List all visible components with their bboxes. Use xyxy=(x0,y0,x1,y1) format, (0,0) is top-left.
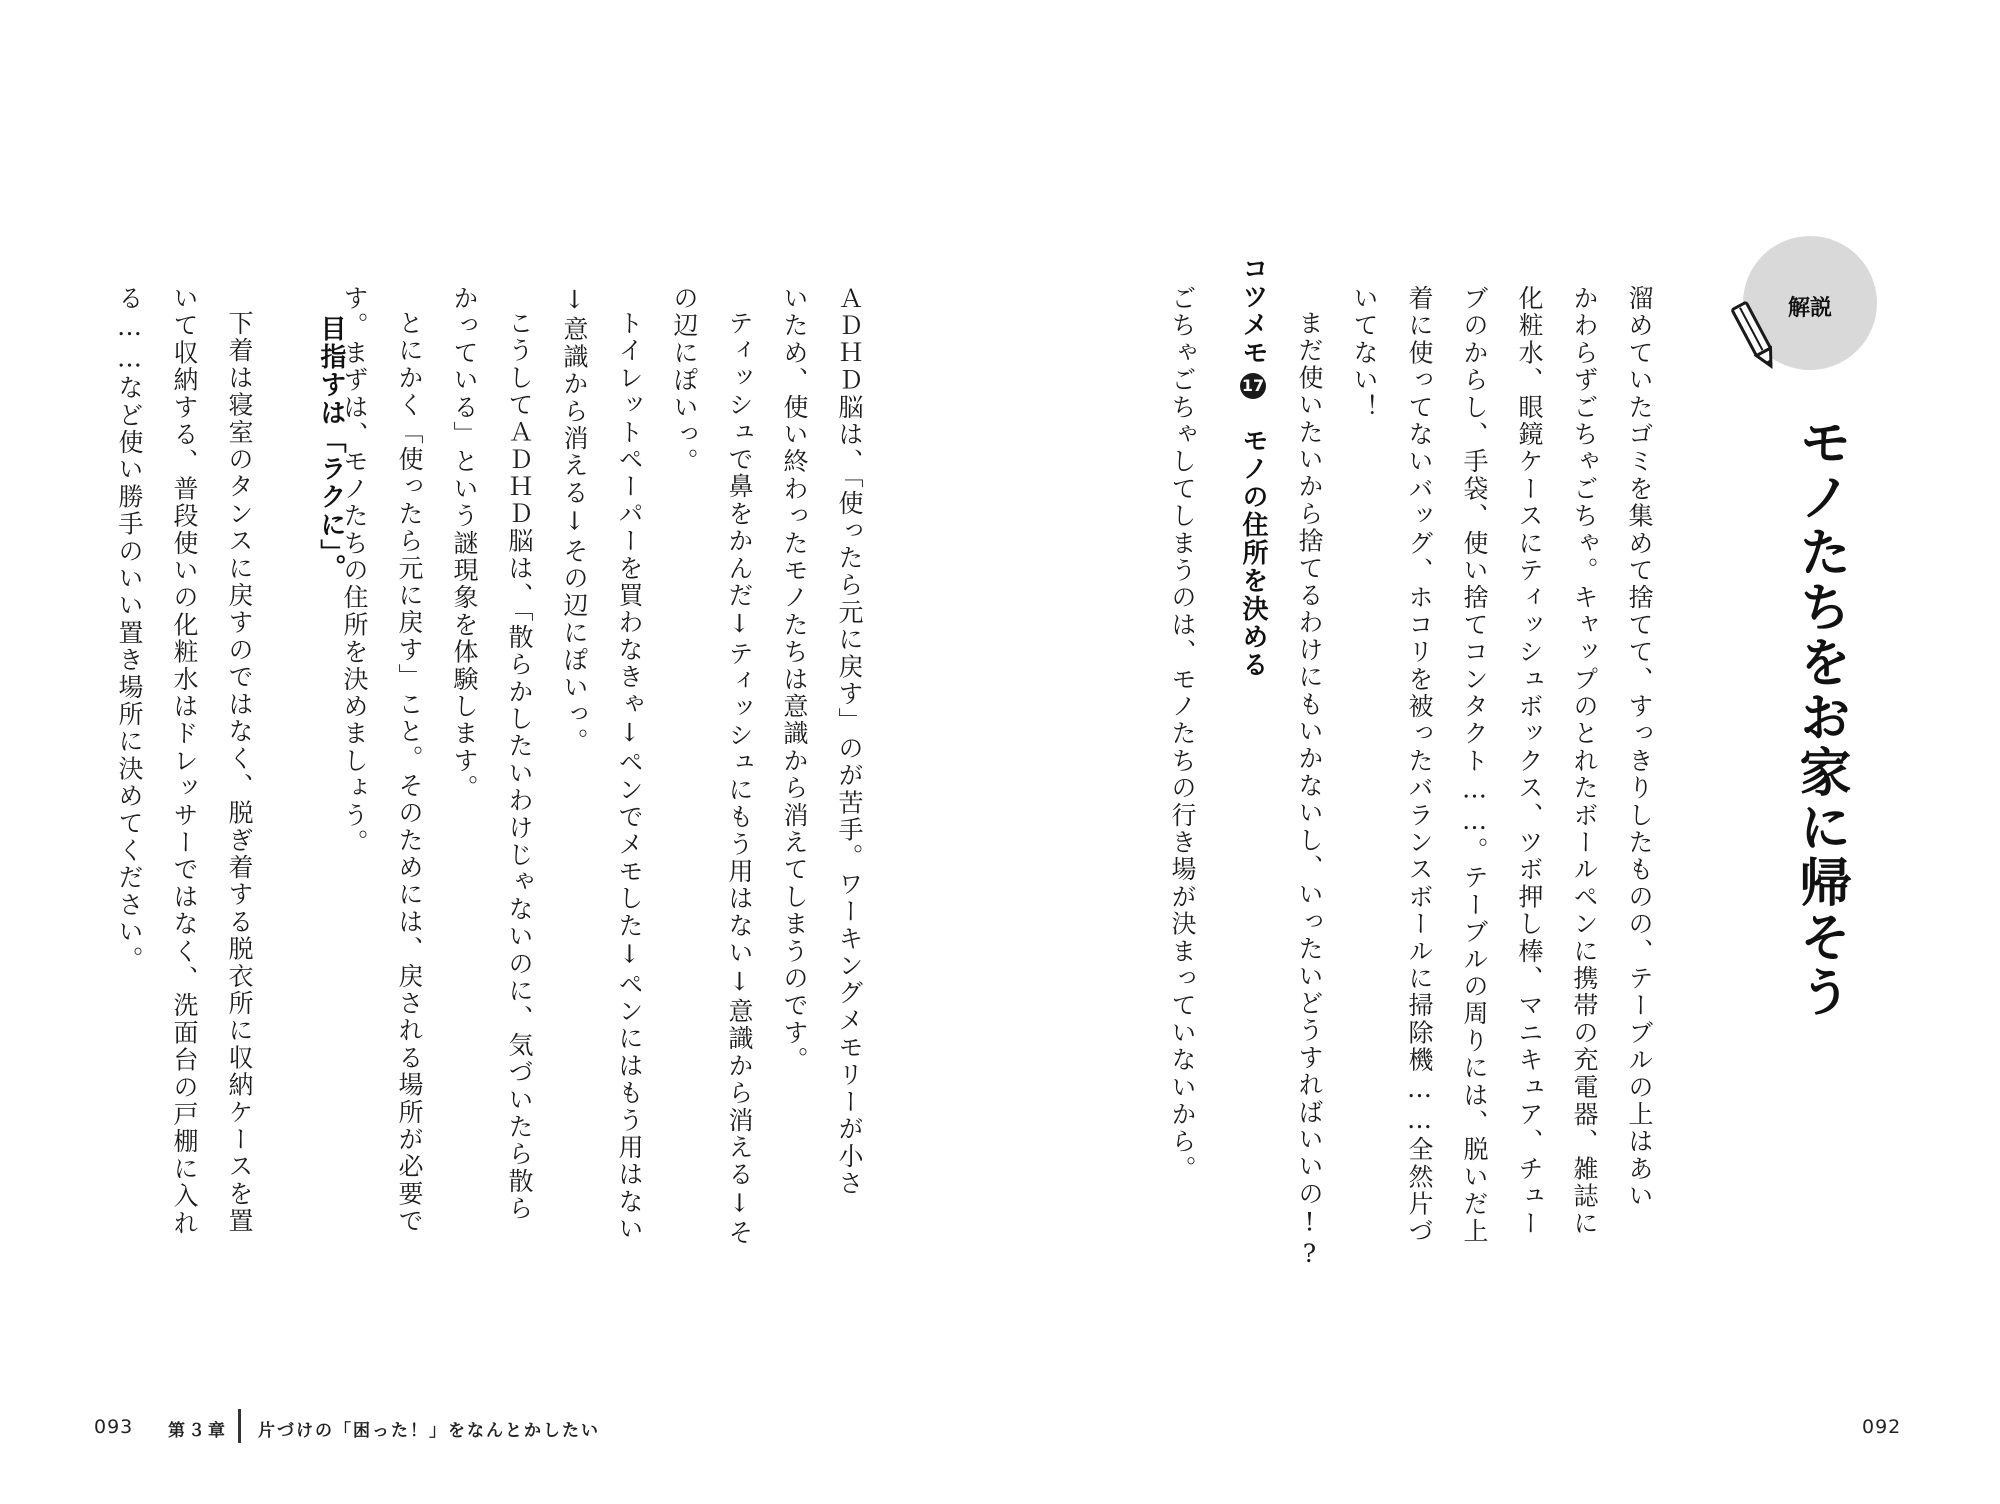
section-subheading: 目指すは「ラクに」。 xyxy=(316,315,346,582)
commentary-badge xyxy=(1725,236,1895,376)
intro-line-7: まだ使いたいから捨てるわけにもいかないし、いったいどうすればいいの!? xyxy=(1295,310,1324,1270)
tip-line-9: かっている」という謎現象を体験します。 xyxy=(450,285,479,802)
page-number-left: 093 xyxy=(94,1416,134,1438)
intro-line-2: かわらずごちゃごちゃ。キャップのとれたボールペンに携帯の充電器、雑誌に xyxy=(1570,285,1599,1237)
page-number-right: 092 xyxy=(1862,1416,1902,1438)
intro-line-1: 溜めていたゴミを集めて捨てて、すっきりしたものの、テーブルの上はあい xyxy=(1625,285,1654,1210)
chapter-label: 第３章 xyxy=(168,1421,228,1441)
intro-line-4: ブのからし、手袋、使い捨てコンタクト……。テーブルの周りには、脱いだ上 xyxy=(1460,285,1489,1245)
chapter-title: 片づけの「困った！」をなんとかしたい xyxy=(258,1421,600,1441)
badge-label: 解説 xyxy=(1787,296,1832,321)
final-line-1: 下着は寝室のタンスに戻すのではなく、脱ぎ着する脱衣所に収納ケースを置 xyxy=(225,310,254,1235)
tip-line-3: いため、使い終わったモノたちは意識から消えてしまうのです。 xyxy=(780,285,809,1074)
tip-number-badge: 17 xyxy=(1240,373,1266,399)
tip-line-1: ごちゃごちゃしてしまうのは、モノたちの行き場が決まっていないから。 xyxy=(1168,285,1197,1183)
tip-line-10: とにかく「使ったら元に戻す」こと。そのためには、戻される場所が必要で xyxy=(395,310,424,1235)
tip-line-4: ティッシュで鼻をかんだ↓ティッシュにもう用はない↓意識から消える↓そ xyxy=(725,310,754,1247)
chapter-divider xyxy=(238,1409,241,1443)
intro-line-3: 化粧水、眼鏡ケースにティッシュボックス、ツボ押し棒、マニキュア、チュー xyxy=(1515,285,1544,1237)
tip-line-11: す。まずは、モノたちの住所を決めましょう。 xyxy=(340,285,369,857)
intro-line-5: 着に使ってないバッグ、ホコリを被ったバランスボールに掃除機……全然片づ xyxy=(1405,285,1434,1245)
tip-prefix: コツメモ xyxy=(1238,255,1268,367)
tip-heading xyxy=(1240,255,1266,679)
tip-line-7: ↓意識から消える↓その辺にぽいっ。 xyxy=(560,285,589,756)
tip-line-5: の辺にぽいっ。 xyxy=(670,285,699,476)
pencil-icon xyxy=(1725,296,1785,376)
article-title: モノたちをお家に帰そう xyxy=(1790,415,1850,1020)
tip-line-8: こうしてＡＤＨＤ脳は、「散らかしたいわけじゃないのに、気づいたら散ら xyxy=(505,310,534,1223)
final-line-3: る……など使い勝手のいい置き場所に決めてください。 xyxy=(115,285,144,973)
final-line-2: いて収納する、普段使いの化粧水はドレッサーではなく、洗面台の戸棚に入れ xyxy=(170,285,199,1237)
intro-line-6: いてない！ xyxy=(1350,285,1379,421)
tip-line-2: ＡＤＨＤ脳は、「使ったら元に戻す」のが苦手。ワーキングメモリーが小さ xyxy=(835,285,864,1198)
tip-line-6: トイレットペーパーを買わなきゃ↓ペンでメモした↓ペンにはもう用はない xyxy=(615,310,644,1243)
tip-title: モノの住所を決める xyxy=(1238,427,1268,679)
